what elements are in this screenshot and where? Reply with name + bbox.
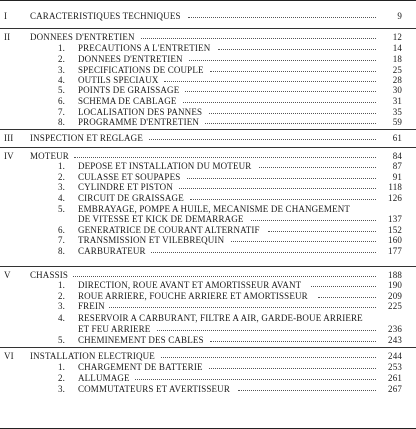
subsection-title: ALLUMAGE xyxy=(78,373,130,383)
dot-leader xyxy=(251,220,376,221)
subsection-title: GENERATRICE DE COURANT ALTERNATIF xyxy=(78,225,260,235)
dot-leader xyxy=(259,167,376,168)
subsection-number: 2. xyxy=(58,172,66,182)
subsection-number: 4. xyxy=(58,193,66,203)
subsection-title: LOCALISATION DES PANNES xyxy=(78,107,203,117)
subsection-title: DEPOSE ET INSTALLATION DU MOTEUR xyxy=(78,161,252,171)
subsection-title-continued: ET FEU ARRIERE xyxy=(78,324,151,334)
subsection-title: CHEMINEMENT DES CABLES xyxy=(78,335,204,345)
dot-leader xyxy=(190,199,376,200)
subsection-number: 8. xyxy=(58,117,66,127)
subsection-title: ROUE ARRIERE, FOUCHE ARRIERE ET AMORTISSEUR xyxy=(78,291,308,301)
section-divider xyxy=(0,147,416,148)
subsection-page-number: 30 xyxy=(392,85,402,95)
subsection-title: CHARGEMENT DE BATTERIE xyxy=(78,362,203,372)
subsection-number: 2. xyxy=(58,373,66,383)
dot-leader xyxy=(161,357,376,358)
subsection-entry[interactable] xyxy=(0,334,416,346)
dot-leader xyxy=(185,91,376,92)
subsection-page-number: 190 xyxy=(388,280,402,290)
subsection-title: SCHEMA DE CABLAGE xyxy=(78,96,177,106)
subsection-page-number: 261 xyxy=(388,373,402,383)
subsection-number: 1. xyxy=(58,362,66,372)
subsection-page-number: 243 xyxy=(388,335,402,345)
subsection-title: TRANSMISSION ET VILEBREQUIN xyxy=(78,235,225,245)
dot-leader xyxy=(109,307,376,308)
subsection-title: COMMUTATEURS ET AVERTISSEUR xyxy=(78,384,230,394)
section-page-number: 9 xyxy=(397,11,402,21)
subsection-title: RESERVOIR A CARBURANT, FILTRE A AIR, GARDE-BOUE ARRIERE xyxy=(78,313,363,323)
subsection-page-number: 18 xyxy=(392,54,402,64)
dot-leader xyxy=(164,81,376,82)
subsection-title-continued: DE VITESSE ET KICK DE DEMARRAGE xyxy=(78,214,244,224)
subsection-page-number: 28 xyxy=(392,75,402,85)
section-page-number: 188 xyxy=(388,270,402,280)
dot-leader xyxy=(268,231,376,232)
subsection-number: 7. xyxy=(58,235,66,245)
subsection-page-number: 59 xyxy=(392,117,402,127)
section-divider xyxy=(0,129,416,130)
subsection-number: 5. xyxy=(58,204,66,214)
subsection-title: SPECIFICATIONS DE COUPLE xyxy=(78,65,204,75)
subsection-page-number: 14 xyxy=(392,43,402,53)
subsection-number: 2. xyxy=(58,291,66,301)
dot-leader xyxy=(187,178,376,179)
dot-leader xyxy=(311,286,376,287)
subsection-title: POINTS DE GRAISSAGE xyxy=(78,85,180,95)
subsection-number: 3. xyxy=(58,384,66,394)
subsection-number: 4. xyxy=(58,313,66,323)
dot-leader xyxy=(151,252,376,253)
subsection-number: 6. xyxy=(58,225,66,235)
dot-leader xyxy=(73,276,376,277)
subsection-title: PROGRAMME D'ENTRETIEN xyxy=(78,117,200,127)
section-divider xyxy=(0,347,416,348)
subsection-page-number: 177 xyxy=(388,246,402,256)
dot-leader xyxy=(238,390,376,391)
subsection-page-number: 160 xyxy=(388,235,402,245)
dot-leader xyxy=(205,123,376,124)
subsection-number: 1. xyxy=(58,280,66,290)
subsection-title: CARBURATEUR xyxy=(78,246,146,256)
subsection-page-number: 118 xyxy=(388,182,402,192)
subsection-page-number: 267 xyxy=(388,384,402,394)
subsection-page-number: 91 xyxy=(392,172,402,182)
section-page-number: 84 xyxy=(392,151,402,161)
subsection-entry[interactable] xyxy=(0,383,416,395)
subsection-entry[interactable] xyxy=(0,116,416,128)
section-numeral: I xyxy=(4,11,8,21)
subsection-title: CULASSE ET SOUPAPES xyxy=(78,172,181,182)
dot-leader xyxy=(210,71,376,72)
subsection-number: 4. xyxy=(58,75,66,85)
subsection-number: 2. xyxy=(58,54,66,64)
dot-leader xyxy=(157,330,376,331)
subsection-number: 1. xyxy=(58,43,66,53)
section-title: DONNEES D'ENTRETIEN xyxy=(30,32,135,42)
dot-leader xyxy=(189,60,376,61)
subsection-title: CYLINDRE ET PISTON xyxy=(78,182,173,192)
subsection-title: CIRCUIT DE GRAISSAGE xyxy=(78,193,184,203)
subsection-title: PRECAUTIONS A L'ENTRETIEN xyxy=(78,43,211,53)
subsection-number: 5. xyxy=(58,85,66,95)
table-of-contents xyxy=(0,1,416,429)
subsection-page-number: 126 xyxy=(388,193,402,203)
section-numeral: V xyxy=(4,270,11,280)
subsection-page-number: 25 xyxy=(392,65,402,75)
subsection-page-number: 209 xyxy=(388,291,402,301)
subsection-page-number: 152 xyxy=(388,225,402,235)
dot-leader xyxy=(318,297,376,298)
subsection-page-number: 87 xyxy=(392,161,402,171)
subsection-title: DONNEES D'ENTRETIEN xyxy=(78,54,183,64)
dot-leader xyxy=(141,38,376,39)
subsection-number: 3. xyxy=(58,182,66,192)
dot-leader xyxy=(231,241,376,242)
dot-leader xyxy=(209,113,376,114)
subsection-title: DIRECTION, ROUE AVANT ET AMORTISSEUR AVANT xyxy=(78,280,302,290)
subsection-page-number: 236 xyxy=(388,324,402,334)
dot-leader xyxy=(179,188,376,189)
dot-leader xyxy=(149,139,376,140)
dot-leader xyxy=(209,368,376,369)
subsection-page-number: 31 xyxy=(392,96,402,106)
subsection-page-number: 253 xyxy=(388,362,402,372)
section-page-number: 61 xyxy=(392,133,402,143)
section-title: CARACTERISTIQUES TECHNIQUES xyxy=(30,11,181,21)
subsection-number: 1. xyxy=(58,161,66,171)
section-numeral: III xyxy=(4,133,14,143)
dot-leader xyxy=(74,157,376,158)
subsection-number: 5. xyxy=(58,335,66,345)
section-numeral: IV xyxy=(4,151,14,161)
section-entry[interactable] xyxy=(0,132,416,144)
section-title: INSPECTION ET REGLAGE xyxy=(30,133,143,143)
subsection-page-number: 35 xyxy=(392,107,402,117)
subsection-number: 6. xyxy=(58,96,66,106)
subsection-number: 7. xyxy=(58,107,66,117)
section-page-number: 12 xyxy=(392,32,402,42)
subsection-number: 3. xyxy=(58,301,66,311)
section-numeral: II xyxy=(4,32,11,42)
subsection-entry[interactable] xyxy=(0,300,416,312)
section-divider xyxy=(0,266,416,267)
section-title: CHASSIS xyxy=(30,270,69,280)
subsection-title: EMBRAYAGE, POMPE A HUILE, MECANISME DE CHANGEMENT xyxy=(78,204,351,214)
subsection-number: 3. xyxy=(58,65,66,75)
subsection-page-number: 137 xyxy=(388,214,402,224)
dot-leader xyxy=(183,102,376,103)
dot-leader xyxy=(210,341,376,342)
subsection-title: FREIN xyxy=(78,301,105,311)
subsection-entry[interactable] xyxy=(0,245,416,257)
dot-leader xyxy=(188,17,376,18)
section-title: MOTEUR xyxy=(30,151,69,161)
dot-leader xyxy=(135,379,376,380)
section-entry[interactable] xyxy=(0,10,416,22)
section-page-number: 244 xyxy=(388,351,402,361)
section-divider xyxy=(0,28,416,29)
subsection-title: OUTILS SPECIAUX xyxy=(78,75,159,85)
section-title: INSTALLATION ELECTRIQUE xyxy=(30,351,155,361)
subsection-page-number: 225 xyxy=(388,301,402,311)
subsection-number: 8. xyxy=(58,246,66,256)
section-numeral: VI xyxy=(4,351,14,361)
dot-leader xyxy=(218,49,376,50)
